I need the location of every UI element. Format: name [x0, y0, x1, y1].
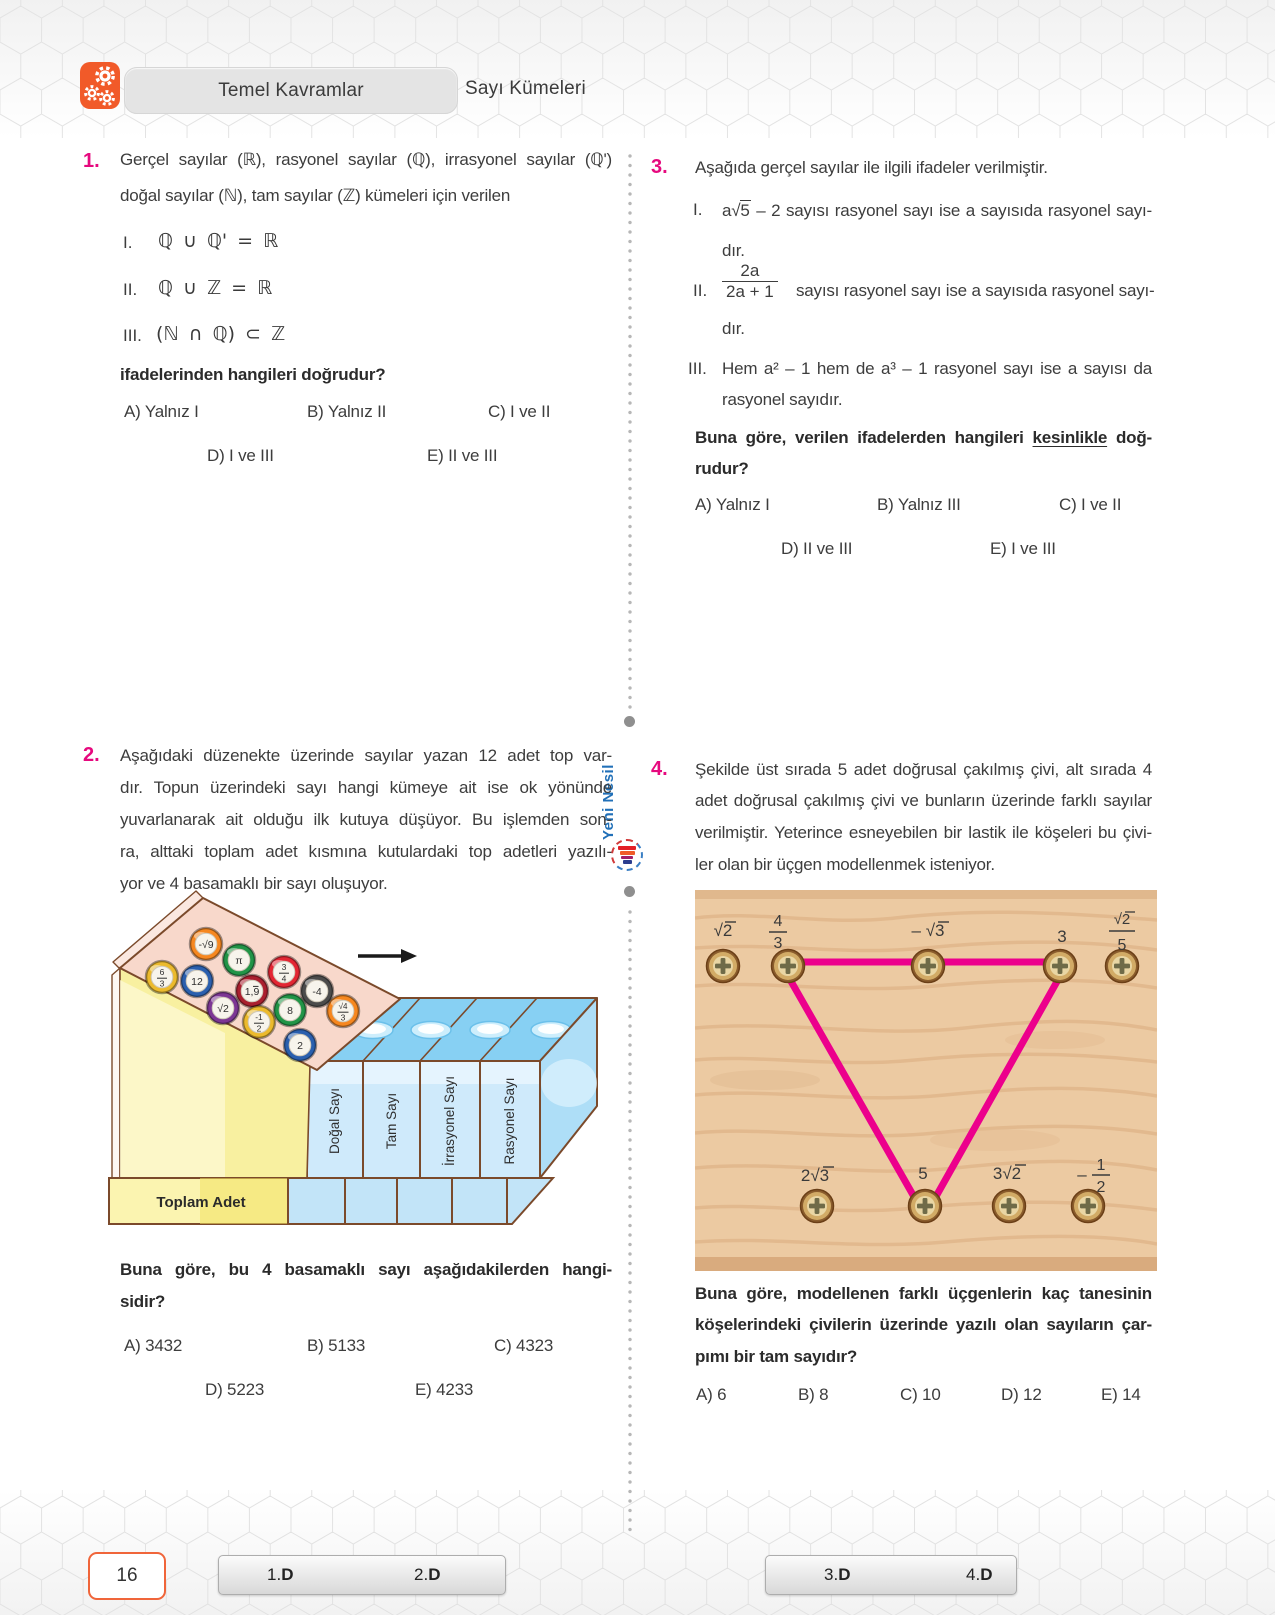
svg-text:√4: √4 [338, 1002, 348, 1011]
label-sqrt2: √2 [713, 921, 733, 940]
nail-3sqrt2 [993, 1190, 1026, 1223]
label-3: 3 [1057, 927, 1067, 946]
box-label-rasyonel-sayi: Rasyonel Sayı [502, 1077, 517, 1165]
q1-stem: ifadelerinden hangileri doğrudur? [120, 365, 386, 384]
fraction-numerator: 2a [740, 261, 760, 280]
q3-option-e: E) I ve III [990, 539, 1056, 558]
q1-item3-roman: III. [123, 326, 142, 345]
brand-logo-text: Yeni Nesil [600, 764, 617, 840]
q4-stem-line1: Buna göre, modellenen farklı üçgenlerin kaç tanesinin [695, 1284, 1152, 1303]
q3-item1-post: – 2 sayısı rasyonel sayı ise a sayısıda rasyonel sayı- [756, 201, 1153, 220]
label-sqrt2-num: √2 [1113, 911, 1131, 928]
ball-3-over-4 [268, 956, 300, 988]
q1-intro-line1: Gerçel sayılar (ℝ), rasyonel sayılar (ℚ), irrasyonel sayılar (ℚ') [120, 150, 612, 169]
q1-intro-line2: doğal sayılar (ℕ), tam sayılar (ℤ) kümeleri için verilen [120, 186, 511, 205]
label-3-den: 3 [773, 935, 783, 952]
svg-text:8: 8 [287, 1005, 293, 1017]
q3-item1-text [722, 200, 1152, 221]
nail-minus-sqrt3 [912, 950, 945, 983]
q4-option-e: E) 14 [1101, 1385, 1141, 1404]
fraction-denominator: 2a + 1 [722, 281, 778, 302]
divider-big-dot-1 [624, 716, 635, 727]
box-label-dogal-sayi: Doğal Sayı [327, 1087, 342, 1155]
unit-title: Temel Kavramlar [218, 79, 364, 101]
page-number: 16 [116, 1565, 138, 1586]
svg-text:-4: -4 [312, 986, 322, 998]
svg-text:6: 6 [159, 967, 165, 977]
q3-item1-pre: a [722, 201, 732, 220]
box-label-irrasyonel-sayi: İrrasyonel Sayı [442, 1075, 457, 1167]
section-title: Sayı Kümeleri [465, 78, 586, 99]
q3-item3-roman: III. [688, 359, 707, 378]
q4-option-b: B) 8 [798, 1385, 829, 1404]
question-1-number: 1. [83, 150, 100, 172]
answer-4: 4.D [966, 1565, 993, 1584]
q3-stem-post: doğ- [1115, 428, 1152, 447]
brand-logo-icon [611, 839, 643, 871]
q4-nail-board-diagram [695, 890, 1157, 1271]
box-label-tam-sayi: Tam Sayı [384, 1092, 399, 1150]
ball-8 [274, 994, 306, 1026]
q3-item2-text: sayısı rasyonel sayı ise a sayısıda rasyonel sayı- [796, 281, 1155, 300]
q4-stem-line2: köşelerindeki çivilerin üzerinde yazılı olan sayıların çar- [695, 1315, 1152, 1334]
q4-stem-line3: pımı bir tam sayıdır? [695, 1347, 858, 1366]
q3-option-d: D) II ve III [781, 539, 853, 558]
gears-icon [80, 62, 120, 109]
ball-minus1-over-2 [243, 1006, 275, 1038]
q2-option-a: A) 3432 [124, 1336, 183, 1355]
q2-stem-line2: sidir? [120, 1292, 166, 1311]
q3-item1-radicand: 5 [740, 201, 750, 220]
q4-para-line1: Şekilde üst sırada 5 adet doğrusal çakılmış çivi, alt sırada 4 [695, 760, 1152, 779]
q2-para-line3: yuvarlanarak ait olduğu ilk kutuya düşüyor. Bu işlemden son- [120, 810, 612, 829]
ball-12 [181, 965, 213, 997]
q4-option-d: D) 12 [1001, 1385, 1042, 1404]
q2-balls-boxes-diagram [105, 878, 625, 1228]
label-2sqrt3: 2√3 [800, 1166, 830, 1185]
q1-option-c: C) I ve II [488, 402, 551, 421]
page-number-box [88, 1552, 166, 1600]
svg-text:4: 4 [281, 973, 287, 984]
label-minus-sqrt3: – √3 [911, 921, 945, 940]
label-2-den: 2 [1096, 1179, 1106, 1196]
svg-text:-1: -1 [255, 1012, 263, 1022]
q2-para-line4: ra, alttaki toplam adet kısmına kutulardaki top adetleri yazılı- [120, 842, 612, 861]
q2-para-line1: Aşağıdaki düzenekte üzerinde sayılar yazan 12 adet top var- [120, 746, 612, 765]
question-4-number: 4. [651, 758, 668, 780]
label-4-num: 4 [773, 913, 783, 930]
ball-sqrt2 [207, 992, 239, 1024]
ball-pi [223, 944, 255, 976]
svg-text:1,9: 1,9 [244, 986, 260, 998]
svg-text:3: 3 [281, 962, 287, 972]
q4-para-line4: ler olan bir üçgen modellenmek isteniyor. [695, 855, 995, 874]
svg-text:12: 12 [191, 976, 203, 988]
q2-option-e: E) 4233 [415, 1380, 474, 1399]
svg-text:-√9: -√9 [198, 939, 214, 951]
q3-intro: Aşağıda gerçel sayılar ile ilgili ifadeler verilmiştir. [695, 158, 1048, 177]
nail-4-over-3 [772, 950, 805, 983]
nail-3 [1044, 950, 1077, 983]
q1-option-b: B) Yalnız II [307, 402, 387, 421]
q2-para-line2: dır. Topun üzerindeki sayı hangi kümeye ait ise ok yönünde [120, 778, 612, 797]
radical-sign: √ [731, 201, 741, 220]
divider-dots-top [628, 152, 632, 712]
q3-stem-underlined: kesinlikle [1032, 428, 1108, 447]
q1-item3-expr: (ℕ ∩ ℚ) ⊂ ℤ [156, 323, 286, 345]
svg-text:√2: √2 [217, 1003, 229, 1015]
divider-big-dot-2 [624, 886, 635, 897]
q3-item3-cont: rasyonel sayıdır. [722, 390, 843, 409]
label-5: 5 [918, 1164, 928, 1183]
q1-item1-expr: ℚ ∪ ℚ' = ℝ [158, 230, 279, 252]
q3-item3-text: Hem a² – 1 hem de a³ – 1 rasyonel sayı ise a sayısı da [722, 359, 1152, 378]
answer-1: 1.D [267, 1565, 294, 1584]
nail-sqrt2-over-5 [1106, 950, 1139, 983]
q3-stem-line1 [695, 428, 1152, 448]
q3-item1-cont: dır. [722, 241, 745, 260]
svg-text:π: π [235, 955, 243, 967]
nail-2sqrt3 [801, 1190, 834, 1223]
q2-para-line5: yor ve 4 basamaklı bir sayı oluşuyor. [120, 874, 388, 893]
q1-option-e: E) II ve III [427, 446, 498, 465]
q4-option-a: A) 6 [696, 1385, 727, 1404]
answer-3: 3.D [824, 1565, 851, 1584]
q1-item2-expr: ℚ ∪ ℤ = ℝ [158, 277, 273, 299]
q2-option-b: B) 5133 [307, 1336, 366, 1355]
q3-option-b: B) Yalnız III [877, 495, 961, 514]
q2-stem-line1: Buna göre, bu 4 basamaklı sayı aşağıdakilerden hangi- [120, 1260, 612, 1279]
q4-para-line3: verilmiştir. Yeterince esneyebilen bir lastik ile köşeleri bu çivi- [695, 823, 1152, 842]
ball-sqrt4-over-3 [327, 995, 359, 1027]
question-2-number: 2. [83, 744, 100, 766]
q3-item2-fraction [722, 262, 778, 301]
q1-option-a: A) Yalnız I [124, 402, 199, 421]
svg-text:2: 2 [256, 1023, 262, 1034]
label-minus-sign: – [1077, 1165, 1087, 1184]
unit-title-bar [124, 67, 458, 114]
q3-stem-pre: Buna göre, verilen ifadelerden hangileri [695, 428, 1024, 447]
question-3-number: 3. [651, 156, 668, 178]
direction-arrow-icon [358, 949, 417, 963]
label-3sqrt2: 3√2 [992, 1164, 1022, 1183]
svg-text:3: 3 [340, 1012, 346, 1023]
q3-item2-roman: II. [693, 281, 708, 300]
nail-5 [909, 1190, 942, 1223]
q3-item1-roman: I. [693, 200, 703, 219]
q3-option-c: C) I ve II [1059, 495, 1122, 514]
answer-2: 2.D [414, 1565, 441, 1584]
svg-text:3: 3 [159, 978, 165, 989]
q4-para-line2: adet doğrusal çakılmış çivi ve bunların üzerinde farklı sayılar [695, 791, 1152, 810]
nail-sqrt2 [707, 950, 740, 983]
ball-6-over-3 [146, 961, 178, 993]
label-1-num: 1 [1096, 1157, 1106, 1174]
hex-pattern-bottom [0, 1490, 1275, 1615]
totals-bar [109, 1178, 553, 1224]
total-count-label: Toplam Adet [156, 1194, 246, 1211]
q2-option-d: D) 5223 [205, 1380, 265, 1399]
divider-dots-bottom [628, 908, 632, 1536]
label-5-den: 5 [1117, 937, 1127, 954]
answer-key-right [765, 1555, 1017, 1595]
q1-item1-roman: I. [123, 233, 133, 252]
q3-stem-line2: rudur? [695, 459, 749, 478]
svg-text:2: 2 [297, 1040, 303, 1052]
ball-1-comma-9-repeating [236, 975, 268, 1007]
ball-sqrt-minus9 [190, 928, 222, 960]
q3-item2-cont: dır. [722, 319, 745, 338]
q4-option-c: C) 10 [900, 1385, 941, 1404]
q2-option-c: C) 4323 [494, 1336, 554, 1355]
q3-option-a: A) Yalnız I [695, 495, 770, 514]
answer-key-left [218, 1555, 506, 1595]
q1-item2-roman: II. [123, 280, 138, 299]
ball-2 [284, 1029, 316, 1061]
q1-option-d: D) I ve III [207, 446, 274, 465]
